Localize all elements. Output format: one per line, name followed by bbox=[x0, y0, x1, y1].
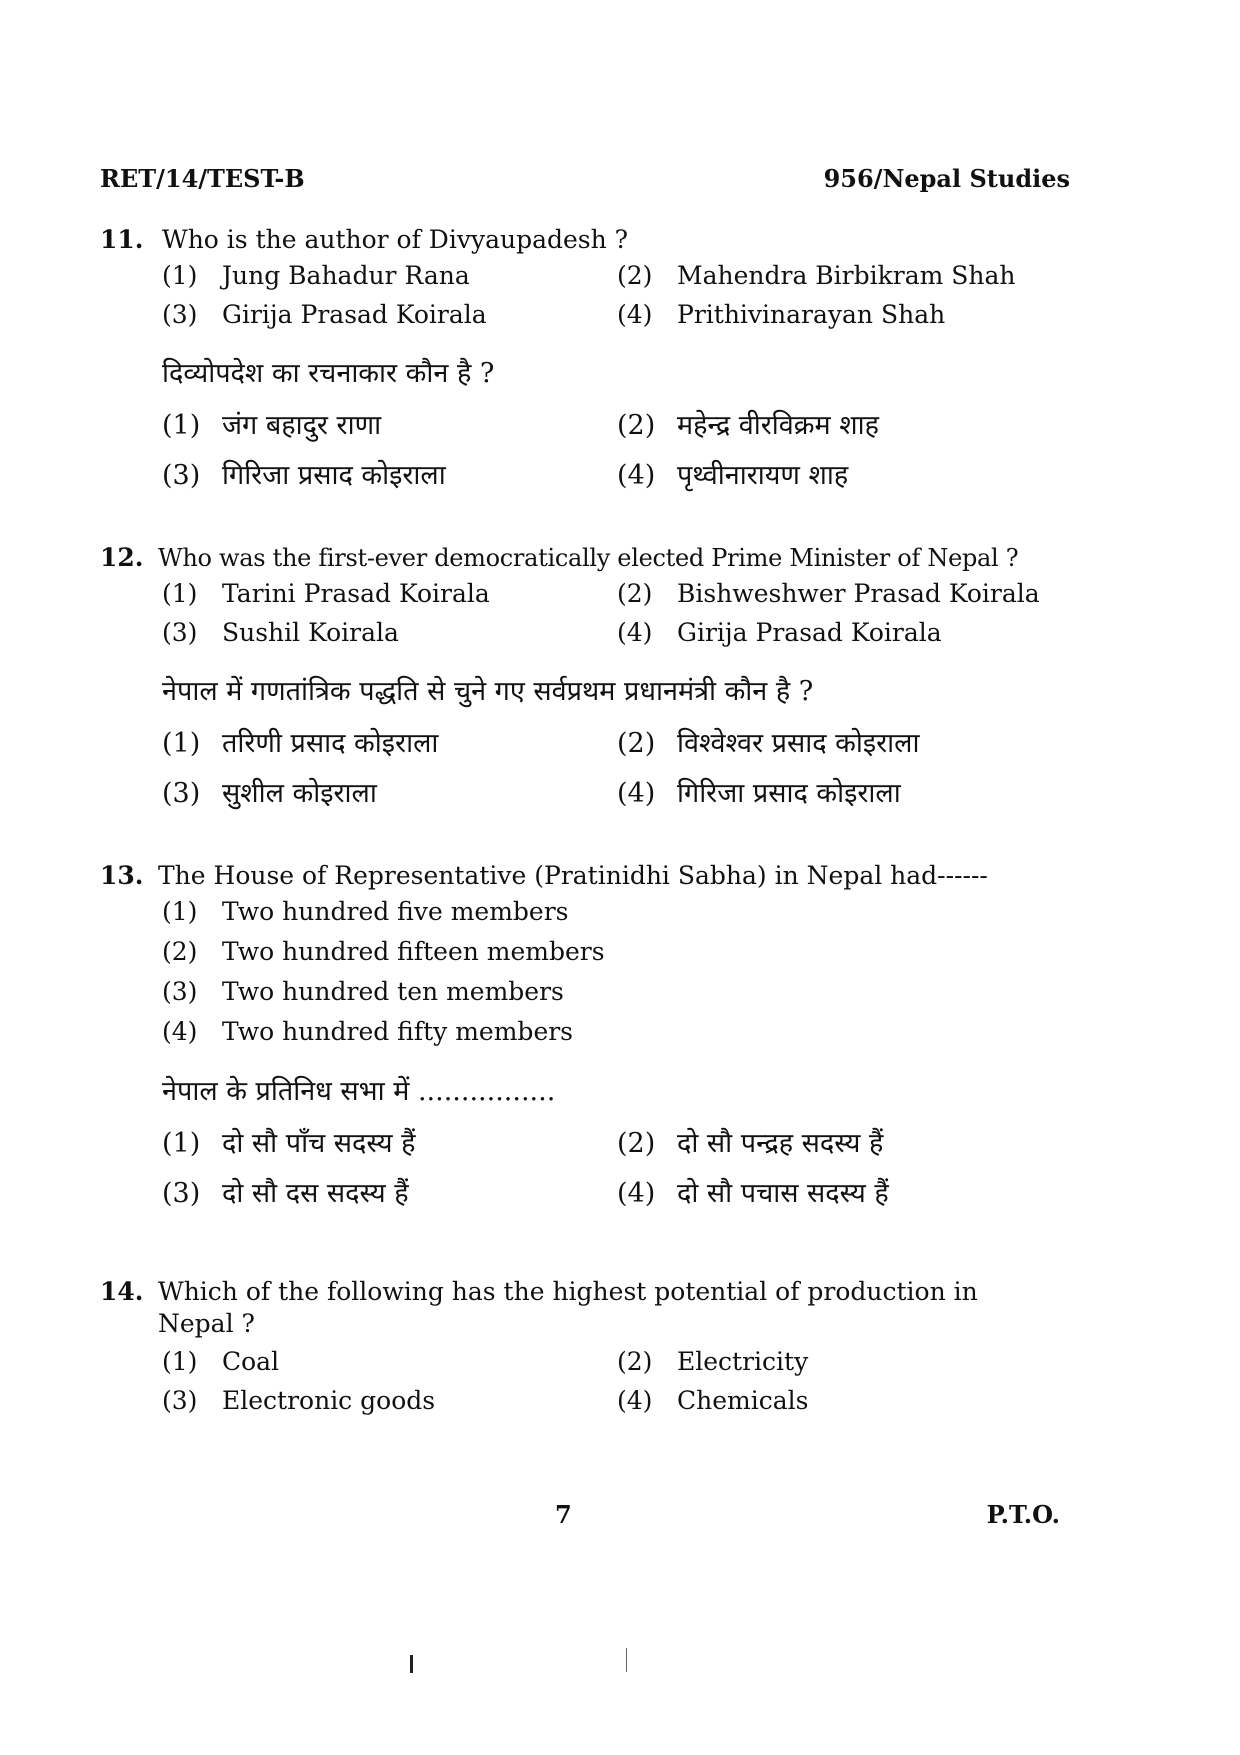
option-3: (3) Two hundred ten members bbox=[162, 977, 564, 1006]
page-footer bbox=[100, 1500, 1060, 1540]
option-3-hi: (3) गिरिजा प्रसाद कोइराला bbox=[162, 460, 446, 491]
test-code: RET/14/TEST-B bbox=[100, 164, 305, 193]
options-hi bbox=[162, 404, 1070, 504]
please-turn-over: P.T.O. bbox=[986, 1500, 1060, 1529]
option-2: (2) Mahendra Birbikram Shah bbox=[617, 261, 1016, 290]
option-1: (1) Two hundred five members bbox=[162, 897, 569, 926]
option-2: (2) Bishweshwer Prasad Koirala bbox=[617, 579, 1040, 608]
option-2: (2) Electricity bbox=[617, 1347, 809, 1376]
question-text-en: Who was the first-ever democratically elected Prime Minister of Nepal ? bbox=[158, 544, 1019, 572]
question-text-hi: नेपाल में गणतांत्रिक पद्धति से चुने गए सर्वप्रथम प्रधानमंत्री कौन है ? bbox=[162, 676, 814, 707]
option-4: (4) Prithivinarayan Shah bbox=[617, 300, 946, 329]
scan-mark bbox=[410, 1655, 413, 1673]
option-4: (4) Chemicals bbox=[617, 1386, 809, 1415]
question-12 bbox=[100, 542, 1070, 822]
option-1: (1) Tarini Prasad Koirala bbox=[162, 579, 490, 608]
option-4-hi: (4) दो सौ पचास सदस्य हैं bbox=[617, 1178, 889, 1209]
page-number: 7 bbox=[555, 1500, 572, 1529]
option-3: (3) Sushil Koirala bbox=[162, 618, 399, 647]
option-4-hi: (4) गिरिजा प्रसाद कोइराला bbox=[617, 778, 901, 809]
question-number: 11. bbox=[100, 225, 144, 254]
option-3-hi: (3) सुशील कोइराला bbox=[162, 778, 377, 809]
option-2-hi: (2) दो सौ पन्द्रह सदस्य हैं bbox=[617, 1128, 884, 1159]
scan-mark bbox=[626, 1648, 627, 1672]
question-text-en-line1: Which of the following has the highest potential of production in bbox=[158, 1277, 978, 1306]
options-en bbox=[162, 578, 1070, 656]
question-text-hi: नेपाल के प्रतिनिध सभा में ................ bbox=[162, 1076, 556, 1107]
option-2-hi: (2) महेन्द्र वीरविक्रम शाह bbox=[617, 410, 879, 441]
subject-code: 956/Nepal Studies bbox=[823, 164, 1070, 193]
option-1-hi: (1) जंग बहादुर राणा bbox=[162, 410, 382, 441]
page-header bbox=[100, 164, 1070, 204]
question-text-en: The House of Representative (Pratinidhi Sabha) in Nepal had------ bbox=[158, 861, 988, 890]
question-number: 14. bbox=[100, 1277, 144, 1306]
question-text-en: Who is the author of Divyaupadesh ? bbox=[162, 225, 629, 254]
question-text-en-line2: Nepal ? bbox=[158, 1309, 255, 1338]
option-4: (4) Girija Prasad Koirala bbox=[617, 618, 942, 647]
question-number: 13. bbox=[100, 861, 144, 890]
question-number: 12. bbox=[100, 543, 144, 572]
option-1: (1) Jung Bahadur Rana bbox=[162, 261, 470, 290]
option-1: (1) Coal bbox=[162, 1347, 280, 1376]
question-13 bbox=[100, 860, 1070, 1222]
options-hi bbox=[162, 722, 1070, 822]
option-1-hi: (1) दो सौ पाँच सदस्य हैं bbox=[162, 1128, 416, 1159]
option-2: (2) Two hundred fifteen members bbox=[162, 937, 605, 966]
options-en bbox=[162, 896, 1070, 1056]
option-1-hi: (1) तरिणी प्रसाद कोइराला bbox=[162, 728, 439, 759]
options-hi bbox=[162, 1122, 1070, 1222]
options-en bbox=[162, 1346, 1070, 1424]
option-3: (3) Electronic goods bbox=[162, 1386, 436, 1415]
question-14 bbox=[100, 1276, 1070, 1424]
question-11 bbox=[100, 224, 1070, 504]
question-text-hi: दिव्योपदेश का रचनाकार कौन है ? bbox=[162, 358, 495, 389]
option-4: (4) Two hundred fifty members bbox=[162, 1017, 574, 1046]
options-en bbox=[162, 260, 1070, 338]
option-2-hi: (2) विश्वेश्वर प्रसाद कोइराला bbox=[617, 728, 920, 759]
option-3-hi: (3) दो सौ दस सदस्य हैं bbox=[162, 1178, 409, 1209]
option-4-hi: (4) पृथ्वीनारायण शाह bbox=[617, 460, 849, 491]
option-3: (3) Girija Prasad Koirala bbox=[162, 300, 487, 329]
